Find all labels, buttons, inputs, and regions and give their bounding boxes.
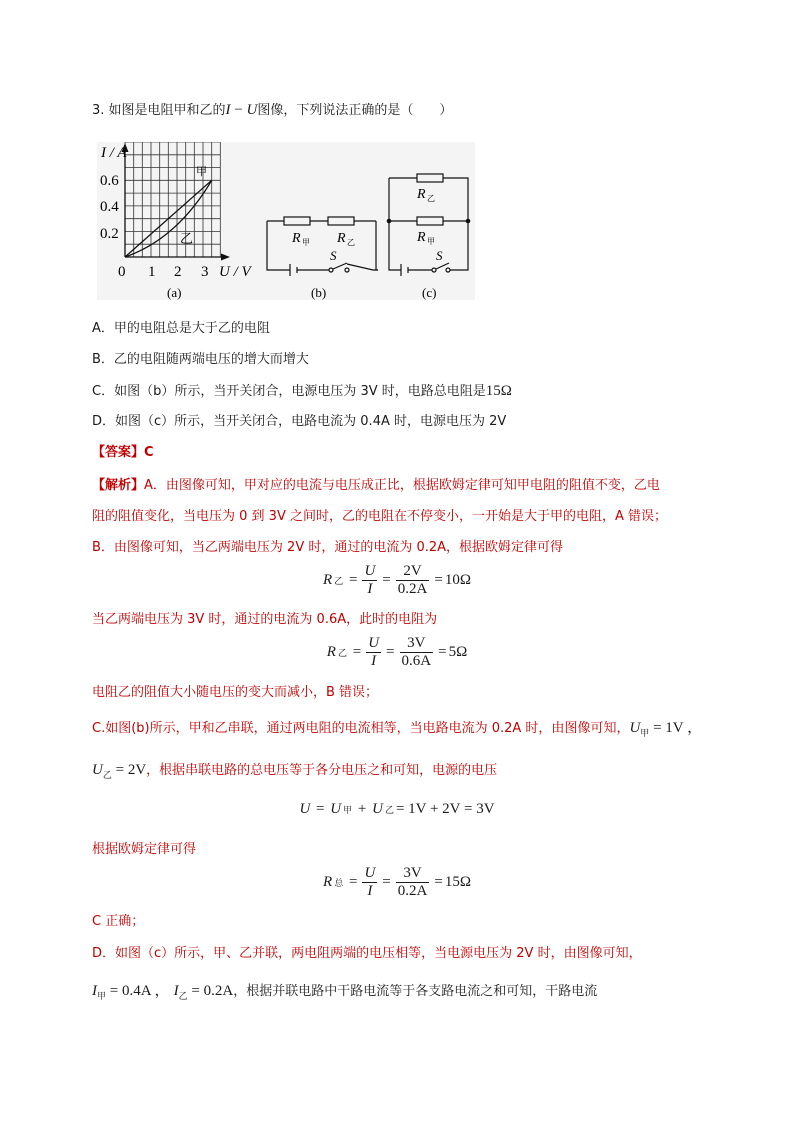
analysis-line-3: B．由图像可知，当乙两端电压为 2V 时，通过的电流为 0.2A，根据欧姆定律可得: [92, 540, 564, 555]
equation-r-total: R 总 = $\frac{U}{I}$ = $\frac{3V}{0.2A}$ = 15Ω: [323, 865, 471, 899]
circuit-b-labels: [291, 231, 355, 300]
curve-yi-label: 乙: [180, 231, 194, 246]
svg-text:乙: 乙: [427, 194, 435, 203]
answer-line: [92, 444, 154, 462]
question-stem: 3. 如图是电阻甲和乙的I − U图像，下列说法正确的是（ ）: [92, 102, 453, 118]
question-figure: [97, 142, 475, 300]
y-tick-label: 0.6: [100, 173, 119, 189]
answer-value: C: [144, 445, 154, 460]
svg-text:R: R: [417, 230, 426, 245]
analysis-line-5: 电阻乙的阻值大小随电压的变大而减小，B 错误；: [92, 685, 379, 700]
resistor-yi: [328, 217, 354, 225]
y-axis-label: I / A: [101, 145, 127, 161]
svg-text:R: R: [417, 187, 426, 202]
circuit-b: [267, 217, 378, 276]
x-axis-label: U / V: [219, 264, 251, 280]
svg-text:甲: 甲: [427, 237, 435, 246]
svg-text:乙: 乙: [347, 238, 355, 247]
switch-icon: [333, 263, 347, 269]
equation-u-total: U = U 甲 + U 乙 = 1V + 2V = 3V: [299, 801, 495, 817]
graph-grid: [125, 142, 220, 257]
analysis-line-7: $U_乙 = 2V$，根据串联电路的总电压等于各分电压之和可知，电源的电压: [92, 762, 498, 781]
figure-a-caption: (a): [167, 285, 182, 300]
x-tick-label: 3: [201, 264, 209, 280]
y-tick-label: 0.2: [100, 226, 119, 242]
figure-b-caption: (b): [311, 285, 327, 300]
option-d: D．如图（c）所示，当开关闭合，电路电流为 0.4A 时，电源电压为 2V: [92, 414, 507, 429]
equation-r-yi-2v: R 乙 = $\frac{U}{I}$ = $\frac{2V}{0.2A}$ = 10Ω: [323, 563, 471, 597]
svg-text:S: S: [330, 248, 337, 263]
resistor-yi-parallel: [417, 174, 443, 182]
curve-jia-label: 甲: [196, 166, 207, 178]
analysis-line-2: 阻的阻值变化，当电压为 0 到 3V 之间时，乙的电阻在不停变小，一开始是大于甲的电阻，A 错误；: [92, 509, 667, 524]
analysis-line-1: 【解析】A．由图像可知，甲对应的电流与电压成正比，根据欧姆定律可知甲电阻的阻值不变，乙电: [92, 478, 660, 493]
svg-text:S: S: [436, 248, 443, 263]
question-number: 3: [92, 103, 101, 118]
answer-label: 【答案】: [92, 445, 145, 460]
analysis-line-4: 当乙两端电压为 3V 时，通过的电流为 0.6A，此时的电阻为: [92, 612, 438, 627]
x-axis-arrow-icon: [221, 254, 230, 261]
figure-c-caption: (c): [422, 285, 437, 300]
analysis-line-8: 根据欧姆定律可得: [92, 842, 197, 857]
option-c: C．如图（b）所示，当开关闭合，电源电压为 3V 时，电路总电阻是15Ω: [92, 383, 512, 399]
circuit-c-labels: [416, 187, 443, 300]
analysis-line-6: C.如图(b)所示，甲和乙串联，通过两电阻的电流相等，当电路电流为 0.2A 时，由图像可知，$U_甲 = 1V$ ，: [92, 720, 703, 739]
figure-svg: [97, 142, 475, 300]
x-tick-label: 1: [148, 264, 156, 280]
y-tick-label: 0.4: [100, 199, 119, 215]
svg-text:R: R: [292, 231, 301, 246]
circuit-c: [389, 174, 468, 276]
resistor-jia: [284, 217, 310, 225]
svg-text:甲: 甲: [302, 238, 310, 247]
equation-r-yi-3v: R 乙 = $\frac{U}{I}$ = $\frac{3V}{0.6A}$ = 5Ω: [326, 635, 468, 669]
x-tick-label: 2: [174, 264, 182, 280]
x-tick-label: 0: [118, 264, 126, 280]
svg-text:R: R: [337, 231, 346, 246]
resistor-jia-parallel: [417, 217, 443, 225]
analysis-line-9: C 正确；: [92, 914, 145, 929]
iu-graph: [100, 142, 253, 300]
option-b: B．乙的电阻随两端电压的增大而增大: [92, 352, 309, 367]
analysis-label: 【解析】: [92, 478, 145, 493]
analysis-line-11: $I_甲 = 0.4A$ ， $I_乙 = 0.2A$，根据并联电路中干路电流等于各支路电流之和可知，干路电流: [92, 983, 598, 1002]
option-a: A．甲的电阻总是大于乙的电阻: [92, 321, 270, 336]
analysis-line-10: D．如图（c）所示，甲、乙并联，两电阻两端的电压相等，当电源电压为 2V 时，由图像可知，: [92, 946, 642, 961]
